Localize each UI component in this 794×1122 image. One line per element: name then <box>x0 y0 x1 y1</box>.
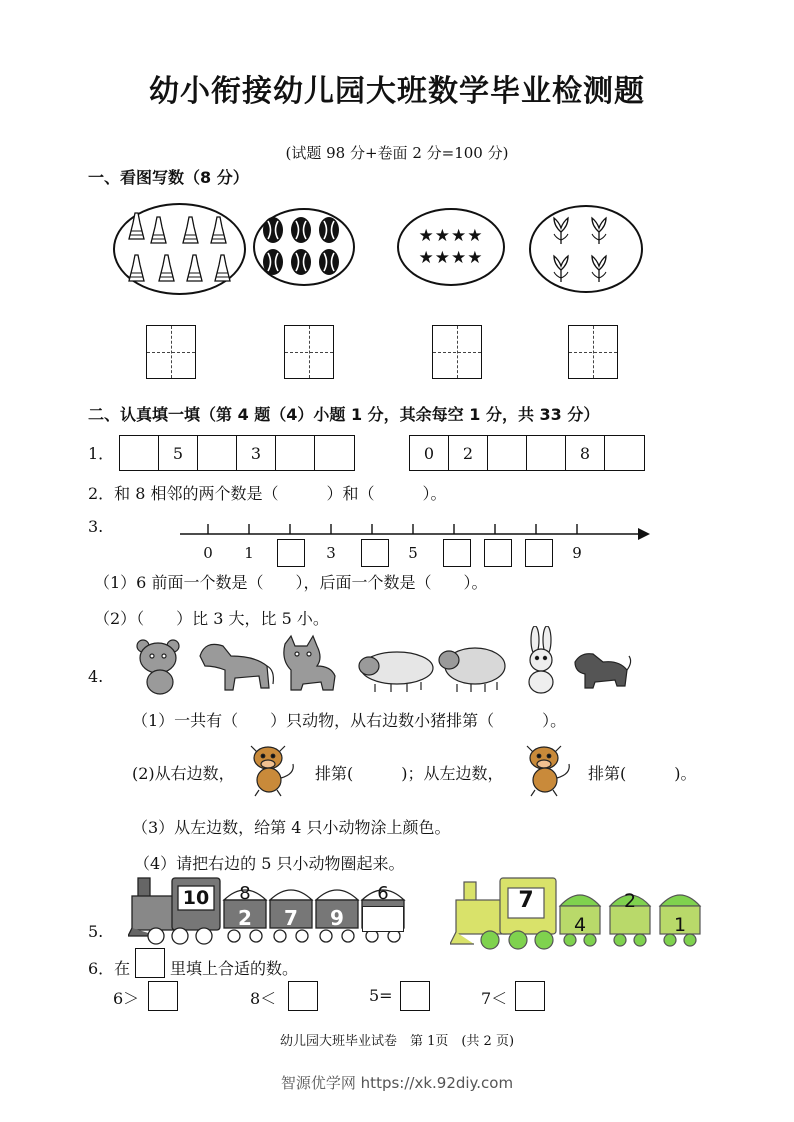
dog-icon <box>575 654 631 688</box>
brush-icon <box>125 209 235 289</box>
train1-blank[interactable] <box>362 906 404 932</box>
number-line-label: 3 <box>326 544 336 562</box>
q3-sub1: （1）6 前面一个数是（ ），后面一个数是（ ）。 <box>94 573 488 592</box>
number-line <box>180 520 652 544</box>
q4-sub2-part3: 排第( )。 <box>588 764 697 783</box>
sheep-icon <box>359 652 433 692</box>
score-subtitle: (试题 98 分+卷面 2 分=100 分) <box>285 144 509 162</box>
star-icon: ★★★★ ★★★★ <box>418 226 484 268</box>
site-watermark: 智源优学网 https://xk.92diy.com <box>280 1074 514 1092</box>
q5-number: 5. <box>88 922 104 941</box>
picture-brushes <box>113 203 246 295</box>
q6-text-a: 6．在 <box>88 959 131 978</box>
seq-b-cell[interactable] <box>527 436 566 470</box>
answer-box-eggs[interactable] <box>284 325 334 379</box>
train2-car-bottom: 4 <box>573 914 587 936</box>
section2-heading: 二、认真填一填（第 4 题（4）小题 1 分，其余每空 1 分，共 33 分） <box>88 405 600 424</box>
answer-box-stars[interactable] <box>432 325 482 379</box>
train2-car-bottom: 1 <box>673 914 687 936</box>
number-line-label: 5 <box>408 544 418 562</box>
number-line-blank[interactable] <box>484 539 512 567</box>
train-color <box>450 874 712 952</box>
section1-heading: 一、看图写数（8 分） <box>88 168 249 187</box>
q4-sub2-part1: (2)从右边数， <box>132 764 235 783</box>
rabbit-icon <box>529 626 553 693</box>
pig-icon <box>439 648 505 692</box>
compare-label: 7＜ <box>481 989 508 1008</box>
q4-sub4: （4）请把右边的 5 只小动物圈起来。 <box>134 854 405 873</box>
q6-text-b: 里填上合适的数。 <box>170 959 299 978</box>
q1-number: 1． <box>88 444 115 463</box>
number-line-blank[interactable] <box>443 539 471 567</box>
seq-b-cell[interactable] <box>488 436 527 470</box>
train1-car-bottom: 7 <box>284 906 298 930</box>
train2-car-top: 2 <box>623 890 637 912</box>
train1-car-bottom: 2 <box>238 906 252 930</box>
picture-flowers <box>529 205 643 293</box>
seq-b-cell[interactable] <box>605 436 644 470</box>
seq-a-cell[interactable] <box>198 436 237 470</box>
number-line-blank[interactable] <box>361 539 389 567</box>
q6-example-box <box>135 948 165 978</box>
compare-label: 6＞ <box>113 989 140 1008</box>
number-line-label: 1 <box>244 544 254 562</box>
train1-engine-number: 10 <box>182 887 210 909</box>
horse-icon <box>200 644 273 690</box>
q4-sub3: （3）从左边数，给第 4 只小动物涂上颜色。 <box>132 818 451 837</box>
answer-box-flowers[interactable] <box>568 325 618 379</box>
q4-sub2-part2: 排第( )；从左边数， <box>315 764 504 783</box>
cow-icon <box>519 738 579 798</box>
animal-row <box>135 626 635 698</box>
compare-blank[interactable] <box>288 981 318 1011</box>
q4-sub1: （1）一共有（ ）只动物，从右边数小猪排第（ ）。 <box>132 711 567 730</box>
picture-eggs <box>253 208 355 286</box>
compare-blank[interactable] <box>148 981 178 1011</box>
seq-a-cell[interactable] <box>276 436 315 470</box>
seq-b-cell: 8 <box>566 436 605 470</box>
bear-icon <box>137 640 179 694</box>
compare-blank[interactable] <box>515 981 545 1011</box>
egg-icon <box>261 215 347 279</box>
number-line-label: 0 <box>203 544 213 562</box>
q2-text: 2．和 8 相邻的两个数是（ ）和（ ）。 <box>88 484 447 503</box>
cow-icon <box>284 636 335 690</box>
seq-a-cell[interactable] <box>315 436 354 470</box>
train2-engine-number: 7 <box>518 888 534 913</box>
compare-label: 8＜ <box>250 989 277 1008</box>
cow-icon <box>243 738 303 798</box>
number-line-label: 9 <box>572 544 582 562</box>
train1-car-bottom: 9 <box>330 906 344 930</box>
train1-car-top: 6 <box>377 883 389 904</box>
seq-a-cell: 3 <box>237 436 276 470</box>
page-footer: 幼儿园大班毕业试卷 第 1页 (共 2 页) <box>279 1034 515 1049</box>
sequence-b <box>409 435 645 471</box>
answer-box-brushes[interactable] <box>146 325 196 379</box>
q4-number: 4. <box>88 667 104 686</box>
seq-a-cell: 5 <box>159 436 198 470</box>
q3-sub2: （2）（ ）比 3 大，比 5 小。 <box>94 609 329 628</box>
number-line-blank[interactable] <box>277 539 305 567</box>
seq-b-cell: 0 <box>410 436 449 470</box>
number-line-blank[interactable] <box>525 539 553 567</box>
seq-b-cell: 2 <box>449 436 488 470</box>
flower-icon <box>550 214 622 284</box>
q3-number: 3. <box>88 517 104 536</box>
compare-blank[interactable] <box>400 981 430 1011</box>
seq-a-cell[interactable] <box>120 436 159 470</box>
compare-label: 5= <box>369 986 393 1005</box>
train1-car-top: 8 <box>239 883 251 904</box>
picture-stars <box>397 208 505 286</box>
sequence-a <box>119 435 355 471</box>
page-title: 幼小衔接幼儿园大班数学毕业检测题 <box>149 74 645 109</box>
